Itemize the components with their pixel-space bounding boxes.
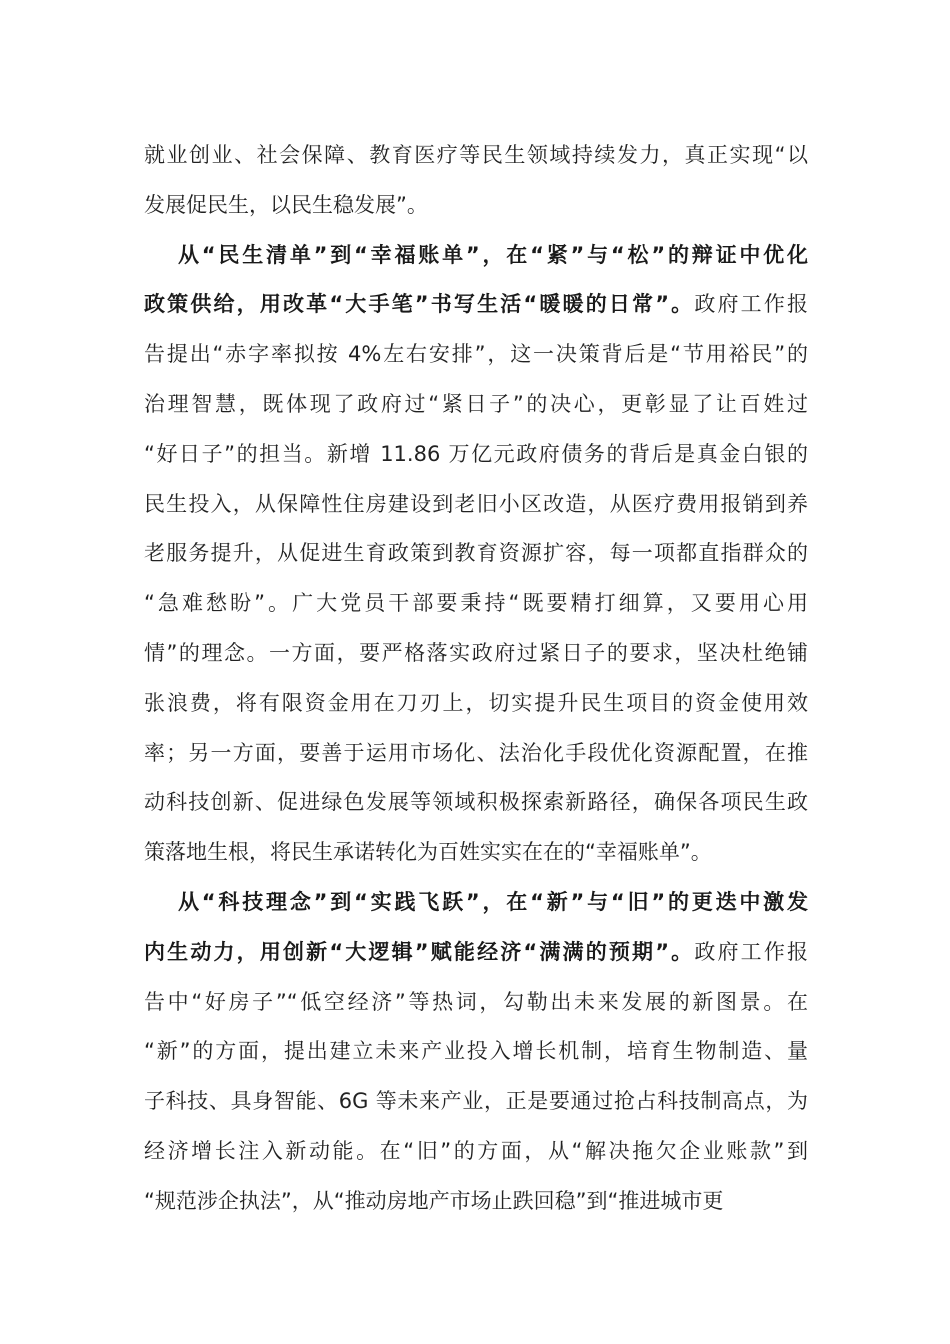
body-text: 子科技、具身智能、6G 等未来产业，正是要通过抢占科技制高点，为 [144, 1089, 808, 1114]
body-text: “急难愁盼”。广大党员干部要秉持“既要精打细算，又要用心用 [144, 591, 808, 616]
text-line [144, 529, 808, 579]
paragraph [144, 131, 808, 231]
body-text: 告提出“赤字率拟按 4%左右安排”，这一决策背后是“节用裕民”的 [144, 342, 808, 367]
text-line [144, 181, 808, 231]
text-line [144, 430, 808, 480]
bold-heading-text: 从“科技理念”到“实践飞跃”，在“新”与“旧”的更迭中激发 [178, 889, 808, 914]
paragraph [144, 231, 808, 878]
text-line [144, 629, 808, 679]
body-text: 经济增长注入新动能。在“旧”的方面，从“解决拖欠企业账款”到 [144, 1138, 808, 1163]
text-line [144, 978, 808, 1028]
text-line [144, 280, 808, 330]
text-line [144, 480, 808, 530]
body-text: “新”的方面，提出建立未来产业投入增长机制，培育生物制造、量 [144, 1039, 808, 1064]
body-text: 情”的理念。一方面，要严格落实政府过紧日子的要求，坚决杜绝铺 [144, 640, 808, 665]
text-line [144, 579, 808, 629]
body-text: 民生投入，从保障性住房建设到老旧小区改造，从医疗费用报销到养 [144, 491, 808, 516]
paragraph [144, 878, 808, 1227]
document-body [144, 131, 808, 1227]
body-text: 告中“好房子”“低空经济”等热词，勾勒出未来发展的新图景。在 [144, 989, 808, 1014]
text-line [144, 729, 808, 779]
body-text: 治理智慧，既体现了政府过“紧日子”的决心，更彰显了让百姓过 [144, 391, 808, 416]
text-line [144, 828, 808, 878]
body-text: 张浪费，将有限资金用在刀刃上，切实提升民生项目的资金使用效 [144, 690, 808, 715]
text-line [144, 928, 808, 978]
text-line [144, 231, 808, 281]
text-line [144, 1127, 808, 1177]
text-line [144, 131, 808, 181]
text-line [144, 878, 808, 928]
text-line [144, 679, 808, 729]
text-line [144, 330, 808, 380]
body-text: “好日子”的担当。新增 11.86 万亿元政府债务的背后是真金白银的 [144, 441, 808, 466]
bold-heading-text: 从“民生清单”到“幸福账单”，在“紧”与“松”的辩证中优化 [178, 242, 808, 267]
body-text: 动科技创新、促进绿色发展等领域积极探索新路径，确保各项民生政 [144, 790, 808, 815]
text-line [144, 380, 808, 430]
body-text: 老服务提升，从促进生育政策到教育资源扩容，每一项都直指群众的 [144, 541, 808, 566]
body-text: 政府工作报 [694, 292, 808, 317]
body-text: 率；另一方面，要善于运用市场化、法治化手段优化资源配置，在推 [144, 740, 808, 765]
bold-heading-text: 政策供给，用改革“大手笔”书写生活“暖暖的日常”。 [144, 292, 695, 317]
text-line [144, 1177, 808, 1227]
body-text: 就业创业、社会保障、教育医疗等民生领域持续发力，真正实现“以 [144, 143, 808, 167]
body-text: 发展促民生，以民生稳发展”。 [144, 192, 428, 217]
body-text: “规范涉企执法”，从“推动房地产市场止跌回稳”到“推进城市更 [144, 1188, 724, 1213]
body-text: 政府工作报 [694, 939, 808, 964]
text-line [144, 1027, 808, 1077]
text-line [144, 1077, 808, 1127]
text-line [144, 778, 808, 828]
bold-heading-text: 内生动力，用创新“大逻辑”赋能经济“满满的预期”。 [144, 939, 695, 964]
body-text: 策落地生根，将民生承诺转化为百姓实实在在的“幸福账单”。 [144, 840, 712, 865]
